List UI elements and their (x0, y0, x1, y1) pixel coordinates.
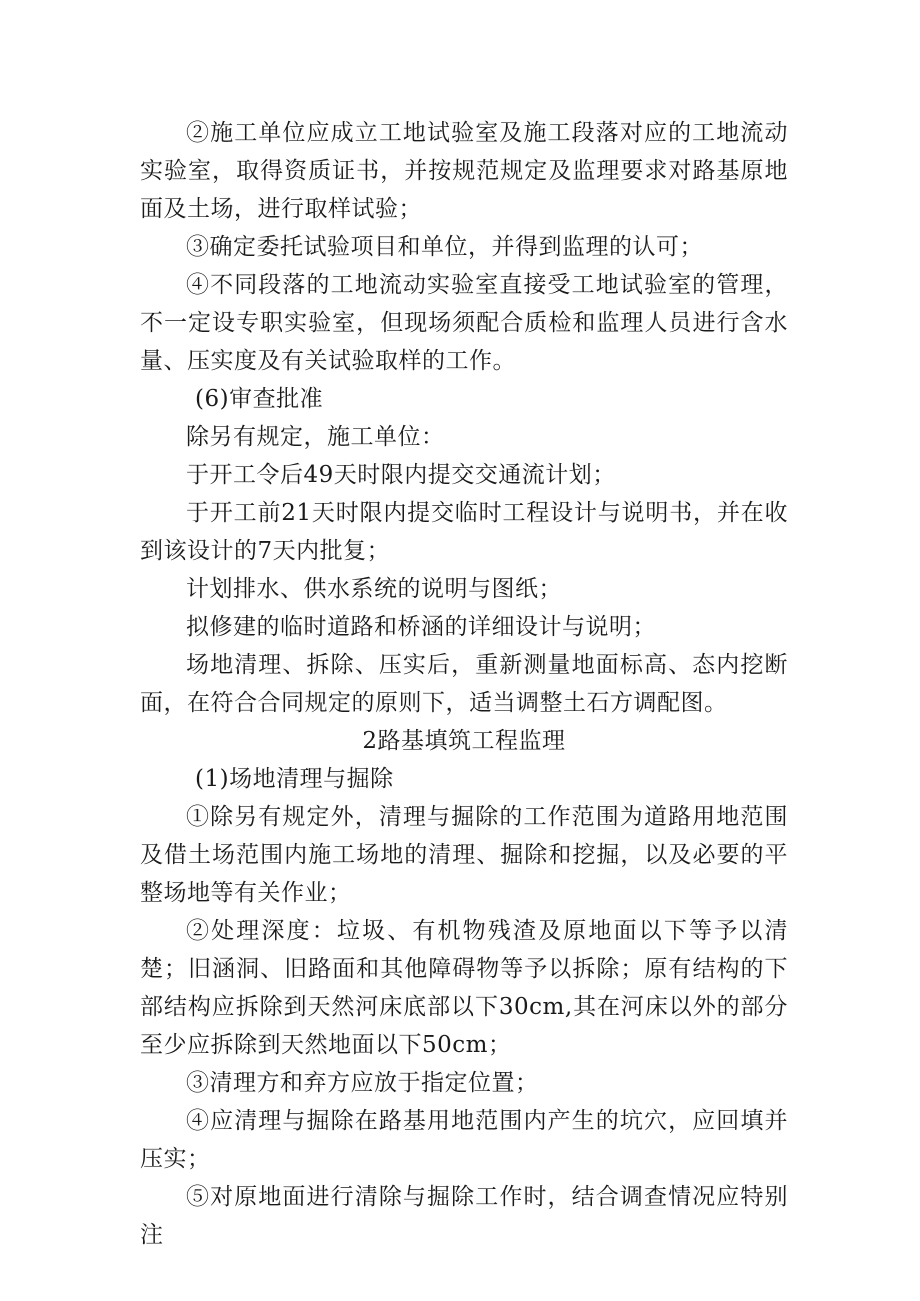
paragraph-site-clearing-survey: 场地清理、拆除、压实后，重新测量地面标高、态内挖断面，在符合合同规定的原则下，适当调整土石方调配图。 (140, 652, 788, 716)
paragraph-spoil-placement: ③清理方和弃方应放于指定位置； (186, 1070, 539, 1096)
paragraph-unless-specified: 除另有规定，施工单位： (186, 424, 445, 450)
subheading-clearing-grubbing: (1)场地清理与掘除 (195, 766, 394, 792)
paragraph-temporary-roads: 拟修建的临时道路和桥涵的详细设计与说明； (186, 614, 656, 640)
section-title-subgrade-filling: 2路基填筑工程监理 (362, 728, 566, 754)
paragraph-ground-clearing: ⑤对原地面进行清除与掘除工作时，结合调查情况应特别注 (140, 1184, 788, 1248)
paragraph-pit-backfill: ④应清理与掘除在路基用地范围内产生的坑穴，应回填并压实； (140, 1108, 788, 1172)
document-body (140, 114, 788, 1254)
subheading-review-approval: (6)审查批准 (195, 386, 324, 412)
paragraph-mobile-lab: ④不同段落的工地流动实验室直接受工地试验室的管理，不一定设专职实验室，但现场须配合质检和监理人员进行含水量、压实度及有关试验取样的工作。 (140, 272, 788, 374)
paragraph-testing-items: ③确定委托试验项目和单位，并得到监理的认可； (186, 234, 703, 260)
paragraph-lab-setup: ②施工单位应成立工地试验室及施工段落对应的工地流动实验室，取得资质证书，并按规范规定及监理要求对路基原地面及土场，进行取样试验； (140, 120, 788, 222)
paragraph-treatment-depth: ②处理深度：垃圾、有机物残渣及原地面以下等予以清楚；旧涵洞、旧路面和其他障碍物等予以拆除；原有结构的下部结构应拆除到天然河床底部以下30cm,其在河床以外的部分至少应拆除到天然地面以下50cm； (140, 918, 788, 1058)
paragraph-temporary-works: 于开工前21天时限内提交临时工程设计与说明书，并在收到该设计的7天内批复； (140, 500, 788, 564)
paragraph-clearing-scope: ①除另有规定外，清理与掘除的工作范围为道路用地范围及借土场范围内施工场地的清理、掘除和挖掘，以及必要的平整场地等有关作业； (140, 804, 788, 906)
paragraph-drainage-plan: 计划排水、供水系统的说明与图纸； (186, 576, 562, 602)
paragraph-traffic-plan: 于开工令后49天时限内提交交通流计划； (186, 462, 616, 488)
